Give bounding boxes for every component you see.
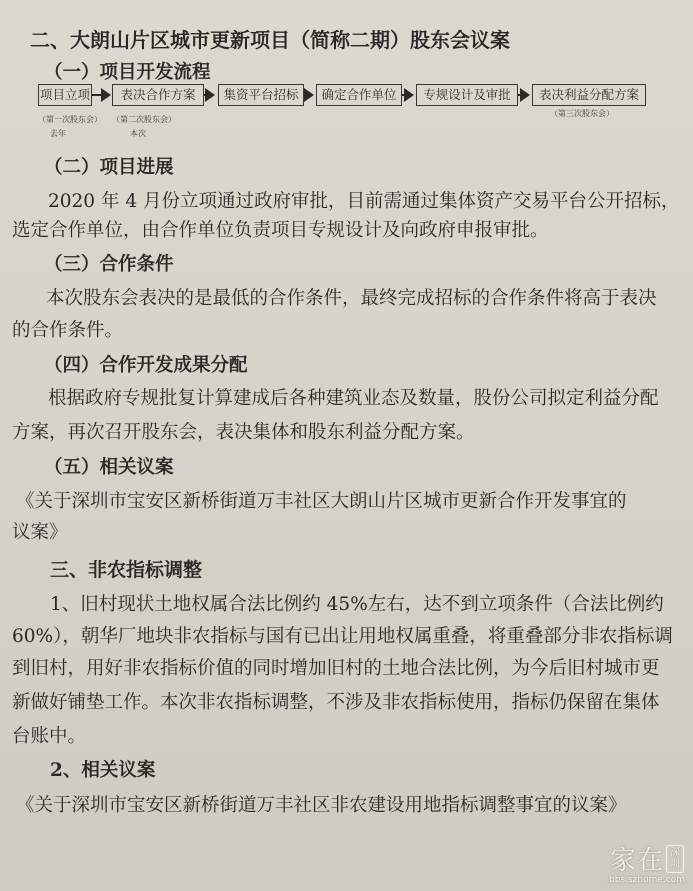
sub4-line-1: 根据政府专规批复计算建成后各种建筑业态及数量，股份公司拟定利益分配 — [48, 388, 659, 409]
section3-heading: 三、非农指标调整 — [50, 559, 203, 581]
flow-note-step2-time: 本次 — [130, 129, 146, 138]
sub5-heading: （五）相关议案 — [44, 457, 174, 478]
flow-arrow-icon — [205, 88, 215, 102]
flow-step-1: 项目立项 — [38, 84, 92, 106]
section3-item1-line-2: 60%），朝华厂地块非农指标与国有已出让用地权属重叠，将重叠部分非农指标调 — [12, 626, 673, 647]
flow-arrow-icon — [101, 88, 111, 102]
sub3-line-2: 的合作条件。 — [12, 320, 124, 341]
section2-heading: 二、大朗山片区城市更新项目（简称二期）股东会议案 — [30, 28, 510, 52]
flow-note-step6-meeting: （第三次股东会） — [550, 109, 614, 118]
flow-arrow-icon — [304, 88, 314, 102]
flow-note-step1-time: 去年 — [50, 129, 66, 138]
process-flowchart — [38, 84, 658, 150]
section3-item1-line-4: 新做好铺垫工作。本次非农指标调整，不涉及非农指标使用，指标仍保留在集体 — [12, 692, 660, 713]
section3-item1-line-5: 台账中。 — [12, 726, 87, 747]
section3-item2-line-1: 《关于深圳市宝安区新桥街道万丰社区非农建设用地指标调整事宜的议案》 — [16, 795, 627, 816]
sub2-line-2: 选定合作单位，由合作单位负责项目专规设计及向政府申报审批。 — [12, 220, 549, 241]
sub3-line-1: 本次股东会表决的是最低的合作条件，最终完成招标的合作条件将高于表决 — [46, 288, 657, 309]
section3-item2-heading: 2、相关议案 — [50, 760, 156, 781]
flow-note-step1-meeting: （第一次股东会） — [38, 115, 102, 124]
sub4-heading: （四）合作开发成果分配 — [44, 355, 248, 376]
sub1-heading: （一）项目开发流程 — [44, 62, 211, 83]
sub2-heading: （二）项目进展 — [44, 157, 174, 178]
flow-step-4: 确定合作单位 — [316, 84, 402, 106]
sub5-line-1: 《关于深圳市宝安区新桥街道万丰社区大朗山片区城市更新合作开发事宜的 — [16, 491, 627, 512]
flow-step-5: 专规设计及审批 — [416, 84, 518, 106]
flow-arrow-icon — [520, 88, 530, 102]
section3-item1-line-1: 1、旧村现状土地权属合法比例约 45%左右，达不到立项条件（合法比例约 — [50, 594, 664, 615]
flow-note-step2-meeting: （第二次股东会） — [112, 115, 176, 124]
sub3-heading: （三）合作条件 — [44, 254, 174, 275]
watermark-url: bbs.szhome.com — [609, 875, 685, 885]
watermark-badge: 深圳 — [666, 845, 684, 873]
flow-step-2: 表决合作方案 — [112, 84, 204, 106]
flow-step-3: 集资平台招标 — [218, 84, 304, 106]
flow-step-6: 表决利益分配方案 — [532, 84, 646, 106]
section3-item1-line-3: 到旧村，用好非农指标价值的同时增加旧村的土地合法比例，为今后旧村城市更 — [12, 658, 660, 679]
sub4-line-2: 方案，再次召开股东会，表决集体和股东利益分配方案。 — [12, 422, 475, 443]
sub2-line-1: 2020 年 4 月份立项通过政府审批，目前需通过集体资产交易平台公开招标， — [48, 191, 680, 212]
flow-arrow-icon — [404, 88, 414, 102]
sub5-line-2: 议案》 — [12, 522, 68, 543]
watermark-brand: 家在 — [609, 846, 664, 876]
site-watermark — [609, 840, 685, 885]
